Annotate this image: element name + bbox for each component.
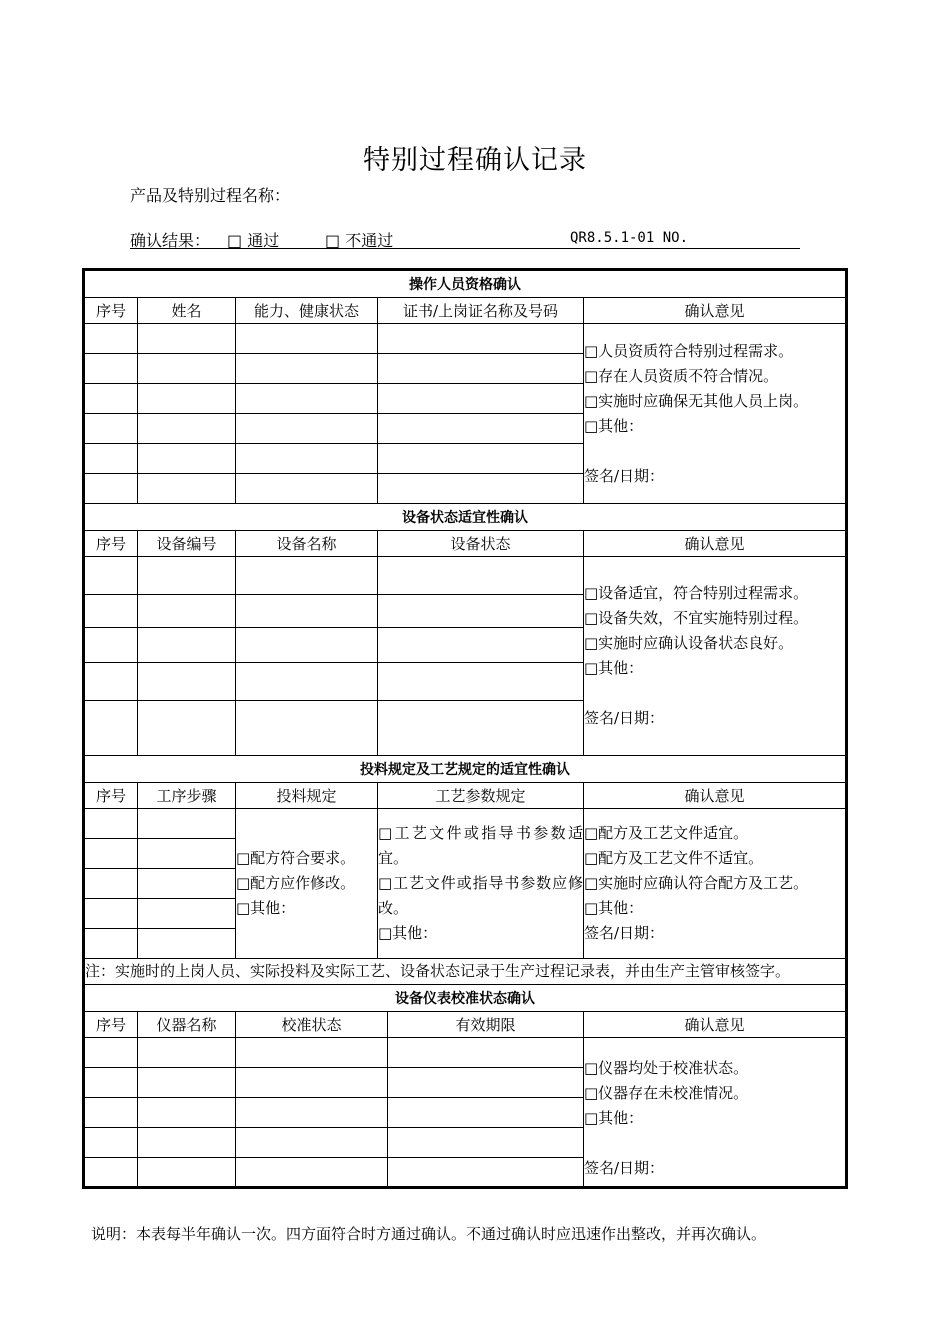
table-cell[interactable] [138,899,236,929]
col-header-feeding: 投料规定 [236,783,378,809]
table-cell[interactable] [378,663,584,701]
table-cell[interactable] [138,354,236,384]
table-cell[interactable] [84,557,138,595]
col-header-no: 序号 [84,1012,138,1038]
fail-checkbox[interactable]: □ 不通过 [325,231,394,250]
col-header-certificate: 证书/上岗证名称及号码 [378,298,584,324]
opinion-option[interactable]: □配方及工艺文件不适宜。 [584,849,764,867]
process-option[interactable]: □工艺文件或指导书参数适宜。 [378,824,583,867]
table-cell[interactable] [378,701,584,756]
table-cell[interactable] [84,414,138,444]
section-title-personnel: 操作人员资格确认 [84,270,847,298]
note-text: 注：实施时的上岗人员、实际投料及实际工艺、设备状态记录于生产过程记录表，并由生产主管审核签字。 [84,959,847,985]
table-cell[interactable] [84,869,138,899]
signature-date: 签名/日期： [584,924,665,942]
table-cell[interactable] [236,557,378,595]
calibration-opinion-cell [584,1038,847,1188]
table-cell[interactable] [236,595,378,628]
table-cell[interactable] [138,663,236,701]
feeding-opinion-cell [584,809,847,959]
table-cell[interactable] [84,899,138,929]
table-cell[interactable] [236,701,378,756]
col-header-equipment-status: 设备状态 [378,531,584,557]
opinion-option[interactable]: □其他： [584,899,644,917]
table-cell[interactable] [84,384,138,414]
table-cell[interactable] [388,1158,584,1188]
table-cell[interactable] [236,1158,388,1188]
table-cell[interactable] [378,384,584,414]
col-header-opinion: 确认意见 [584,298,847,324]
table-cell[interactable] [378,354,584,384]
signature-date: 签名/日期： [584,466,665,485]
table-cell[interactable] [388,1128,584,1158]
table-cell[interactable] [84,1038,138,1068]
table-cell[interactable] [84,1158,138,1188]
table-cell[interactable] [236,444,378,474]
opinion-option[interactable]: □配方及工艺文件适宜。 [584,824,749,842]
product-name-label: 产品及特别过程名称： [130,186,291,205]
table-cell[interactable] [388,1068,584,1098]
opinion-option[interactable]: □仪器存在未校准情况。 [584,1083,749,1102]
table-cell[interactable] [138,474,236,504]
table-cell[interactable] [84,1128,138,1158]
section-title-feeding-process: 投料规定及工艺规定的适宜性确认 [84,756,847,783]
table-cell[interactable] [236,1038,388,1068]
table-cell[interactable] [236,1098,388,1128]
process-option[interactable]: □其他： [378,924,438,942]
col-header-no: 序号 [84,298,138,324]
table-cell[interactable] [84,663,138,701]
table-cell[interactable] [138,628,236,663]
table-cell[interactable] [236,414,378,444]
table-cell[interactable] [378,628,584,663]
opinion-option[interactable]: □实施时应确认设备状态良好。 [584,634,794,652]
col-header-calibration: 校准状态 [236,1012,388,1038]
result-line [130,228,800,249]
table-cell[interactable] [84,474,138,504]
col-header-no: 序号 [84,783,138,809]
feeding-options-cell [236,809,378,959]
table-cell[interactable] [138,324,236,354]
equipment-opinion-cell [584,557,847,756]
table-cell[interactable] [236,1068,388,1098]
opinion-option[interactable]: □其他： [584,1108,644,1127]
table-cell[interactable] [84,701,138,756]
col-header-equipment-id: 设备编号 [138,531,236,557]
table-cell[interactable] [378,324,584,354]
table-cell[interactable] [84,444,138,474]
table-cell[interactable] [236,354,378,384]
table-cell[interactable] [138,1128,236,1158]
table-cell[interactable] [378,414,584,444]
opinion-option[interactable]: □其他： [584,416,644,435]
result-label: 确认结果： [130,231,211,250]
table-cell[interactable] [138,557,236,595]
feeding-option[interactable]: □其他： [236,899,296,917]
table-cell[interactable] [138,929,236,959]
table-cell[interactable] [84,628,138,663]
col-header-instrument: 仪器名称 [138,1012,236,1038]
footer-explanation: 说明：本表每半年确认一次。四方面符合时方通过确认。不通过确认时应迅速作出整改，并再次确认。 [91,1225,767,1243]
table-cell[interactable] [138,595,236,628]
table-cell[interactable] [138,1158,236,1188]
opinion-option[interactable]: □其他： [584,659,644,677]
table-cell[interactable] [236,663,378,701]
opinion-option[interactable]: □设备失效，不宜实施特别过程。 [584,609,809,627]
table-cell[interactable] [138,809,236,839]
table-cell[interactable] [138,444,236,474]
table-cell[interactable] [138,1068,236,1098]
table-cell[interactable] [378,557,584,595]
personnel-opinion-cell [584,324,847,504]
col-header-step: 工序步骤 [138,783,236,809]
col-header-name: 姓名 [138,298,236,324]
table-cell[interactable] [388,1098,584,1128]
table-cell[interactable] [138,869,236,899]
col-header-validity: 有效期限 [388,1012,584,1038]
col-header-opinion: 确认意见 [584,783,847,809]
table-cell[interactable] [138,1098,236,1128]
opinion-option[interactable]: □存在人员资质不符合情况。 [584,366,779,385]
col-header-process-params: 工艺参数规定 [378,783,584,809]
opinion-option[interactable]: □实施时应确保无其他人员上岗。 [584,391,809,410]
table-cell[interactable] [84,1098,138,1128]
table-cell[interactable] [84,839,138,869]
confirmation-table [82,268,848,1189]
table-cell[interactable] [84,354,138,384]
col-header-opinion: 确认意见 [584,1012,847,1038]
table-cell[interactable] [84,595,138,628]
pass-checkbox[interactable]: □ 通过 [227,231,280,250]
table-cell[interactable] [84,324,138,354]
signature-date: 签名/日期： [584,709,665,727]
table-cell[interactable] [84,1068,138,1098]
form-code: QR8.5.1-01 NO. [570,230,689,246]
table-cell[interactable] [378,474,584,504]
section-title-calibration: 设备仪表校准状态确认 [84,985,847,1012]
table-cell[interactable] [84,809,138,839]
feeding-option[interactable]: □配方符合要求。 [236,849,356,867]
col-header-equipment-name: 设备名称 [236,531,378,557]
table-cell[interactable] [138,701,236,756]
section-title-equipment: 设备状态适宜性确认 [84,504,847,531]
col-header-ability: 能力、健康状态 [236,298,378,324]
table-cell[interactable] [236,474,378,504]
col-header-opinion: 确认意见 [584,531,847,557]
table-cell[interactable] [138,839,236,869]
process-options-cell [378,809,584,959]
table-cell[interactable] [138,414,236,444]
signature-date: 签名/日期： [584,1158,665,1177]
feeding-option[interactable]: □配方应作修改。 [236,874,356,892]
table-cell[interactable] [388,1038,584,1068]
opinion-option[interactable]: □设备适宜，符合特别过程需求。 [584,584,809,602]
table-cell[interactable] [236,384,378,414]
table-cell[interactable] [378,595,584,628]
table-cell[interactable] [236,324,378,354]
opinion-option[interactable]: □人员资质符合特别过程需求。 [584,341,794,360]
col-header-no: 序号 [84,531,138,557]
table-cell[interactable] [236,628,378,663]
table-cell[interactable] [84,929,138,959]
process-option[interactable]: □工艺文件或指导书参数应修改。 [378,874,583,917]
opinion-option[interactable]: □仪器均处于校准状态。 [584,1058,749,1077]
table-cell[interactable] [138,384,236,414]
opinion-option[interactable]: □实施时应确认符合配方及工艺。 [584,874,809,892]
page-title: 特别过程确认记录 [363,145,587,176]
table-cell[interactable] [236,1128,388,1158]
table-cell[interactable] [138,1038,236,1068]
table-cell[interactable] [378,444,584,474]
